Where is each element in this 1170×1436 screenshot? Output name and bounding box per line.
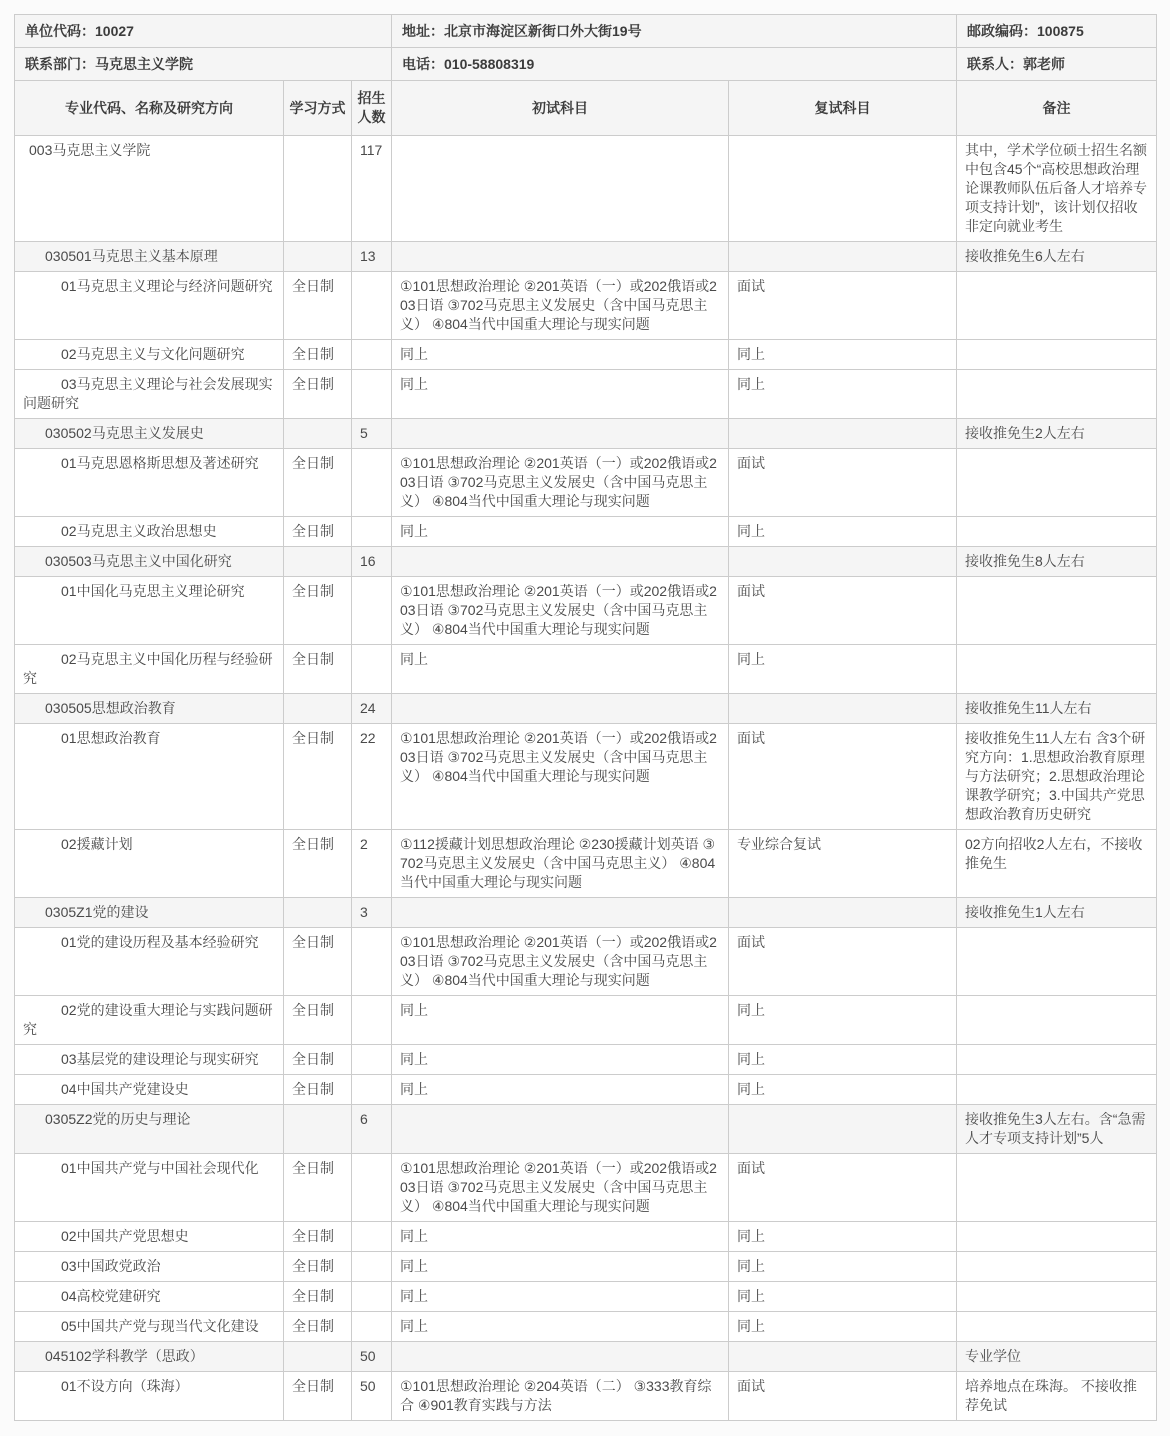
- cell-count: [352, 449, 392, 517]
- cell-retest: [729, 547, 957, 577]
- cell-count: [352, 370, 392, 419]
- direction-row: [15, 1282, 1157, 1312]
- cell-initial: 同上: [392, 1252, 729, 1282]
- major-row: [15, 1342, 1157, 1372]
- cell-retest: 同上: [729, 517, 957, 547]
- cell-count: 16: [352, 547, 392, 577]
- direction-row: [15, 1222, 1157, 1252]
- cell-initial: 同上: [392, 645, 729, 694]
- direction-row: [15, 1045, 1157, 1075]
- cell-retest: 面试: [729, 272, 957, 340]
- major-row: [15, 547, 1157, 577]
- cell-name: 045102学科教学（思政）: [15, 1342, 284, 1372]
- cell-retest: 同上: [729, 340, 957, 370]
- cell-mode: 全日制: [284, 272, 352, 340]
- cell-name: 02马克思主义政治思想史: [15, 517, 284, 547]
- cell-retest: 同上: [729, 1282, 957, 1312]
- cell-remark: [957, 517, 1157, 547]
- cell-name: 04高校党建研究: [15, 1282, 284, 1312]
- cell-name: 030503马克思主义中国化研究: [15, 547, 284, 577]
- cell-retest: 面试: [729, 1372, 957, 1421]
- cell-count: 2: [352, 830, 392, 898]
- cell-initial: ①112援藏计划思想政治理论 ②230援藏计划英语 ③702马克思主义发展史（含中国马克思主义） ④804当代中国重大理论与现实问题: [392, 830, 729, 898]
- cell-count: 6: [352, 1105, 392, 1154]
- cell-mode: 全日制: [284, 1252, 352, 1282]
- major-row: [15, 242, 1157, 272]
- cell-mode: [284, 1105, 352, 1154]
- cell-retest: [729, 242, 957, 272]
- cell-name: 03中国政党政治: [15, 1252, 284, 1282]
- column-header-retest: 复试科目: [729, 81, 957, 136]
- postal-code: 邮政编码：100875: [957, 15, 1157, 48]
- column-header-enrollment: 招生人数: [352, 81, 392, 136]
- cell-name: 01马克思恩格斯思想及著述研究: [15, 449, 284, 517]
- cell-retest: [729, 136, 957, 242]
- cell-name: 04中国共产党建设史: [15, 1075, 284, 1105]
- cell-remark: [957, 1075, 1157, 1105]
- major-row: [15, 419, 1157, 449]
- cell-name: 01中国共产党与中国社会现代化: [15, 1154, 284, 1222]
- cell-name: 01中国化马克思主义理论研究: [15, 577, 284, 645]
- cell-count: [352, 517, 392, 547]
- cell-initial: ①101思想政治理论 ②201英语（一）或202俄语或203日语 ③702马克思主义发展史（含中国马克思主义） ④804当代中国重大理论与现实问题: [392, 928, 729, 996]
- cell-name: 02马克思主义与文化问题研究: [15, 340, 284, 370]
- unit-info-row: [15, 15, 1157, 48]
- cell-count: [352, 1154, 392, 1222]
- cell-mode: 全日制: [284, 1312, 352, 1342]
- cell-remark: [957, 928, 1157, 996]
- direction-row: [15, 928, 1157, 996]
- unit-code: 单位代码：10027: [15, 15, 392, 48]
- cell-count: [352, 996, 392, 1045]
- column-header-remarks: 备注: [957, 81, 1157, 136]
- cell-mode: 全日制: [284, 928, 352, 996]
- cell-retest: [729, 694, 957, 724]
- cell-remark: 接收推免生2人左右: [957, 419, 1157, 449]
- cell-count: [352, 1045, 392, 1075]
- cell-initial: 同上: [392, 1312, 729, 1342]
- cell-name: 01马克思主义理论与经济问题研究: [15, 272, 284, 340]
- cell-initial: 同上: [392, 1282, 729, 1312]
- cell-mode: [284, 898, 352, 928]
- cell-initial: ①101思想政治理论 ②201英语（一）或202俄语或203日语 ③702马克思主义发展史（含中国马克思主义） ④804当代中国重大理论与现实问题: [392, 577, 729, 645]
- cell-retest: 同上: [729, 1045, 957, 1075]
- cell-mode: [284, 419, 352, 449]
- direction-row: [15, 577, 1157, 645]
- cell-retest: 同上: [729, 645, 957, 694]
- cell-remark: 接收推免生11人左右: [957, 694, 1157, 724]
- cell-retest: 同上: [729, 370, 957, 419]
- direction-row: [15, 724, 1157, 830]
- cell-mode: 全日制: [284, 1222, 352, 1252]
- cell-initial: [392, 419, 729, 449]
- cell-name: 01不设方向（珠海）: [15, 1372, 284, 1421]
- cell-count: 117: [352, 136, 392, 242]
- cell-name: 030501马克思主义基本原理: [15, 242, 284, 272]
- cell-count: 5: [352, 419, 392, 449]
- direction-row: [15, 1154, 1157, 1222]
- cell-remark: 其中，学术学位硕士招生名额中包含45个“高校思想政治理论课教师队伍后备人才培养专项支持计划”，该计划仅招收非定向就业考生: [957, 136, 1157, 242]
- cell-retest: 面试: [729, 449, 957, 517]
- cell-retest: [729, 419, 957, 449]
- cell-mode: 全日制: [284, 449, 352, 517]
- column-header-row: [15, 81, 1157, 136]
- major-row: [15, 1105, 1157, 1154]
- direction-row: [15, 1372, 1157, 1421]
- cell-name: 05中国共产党与现当代文化建设: [15, 1312, 284, 1342]
- cell-mode: [284, 1342, 352, 1372]
- cell-initial: ①101思想政治理论 ②201英语（一）或202俄语或203日语 ③702马克思主义发展史（含中国马克思主义） ④804当代中国重大理论与现实问题: [392, 1154, 729, 1222]
- cell-mode: 全日制: [284, 1075, 352, 1105]
- direction-row: [15, 996, 1157, 1045]
- cell-count: [352, 272, 392, 340]
- cell-remark: 接收推免生1人左右: [957, 898, 1157, 928]
- direction-row: [15, 340, 1157, 370]
- cell-mode: 全日制: [284, 1154, 352, 1222]
- cell-remark: [957, 340, 1157, 370]
- cell-name: 01思想政治教育: [15, 724, 284, 830]
- cell-mode: [284, 242, 352, 272]
- cell-remark: [957, 1312, 1157, 1342]
- contact-department: 联系部门：马克思主义学院: [15, 48, 392, 81]
- direction-row: [15, 645, 1157, 694]
- cell-initial: 同上: [392, 517, 729, 547]
- cell-initial: [392, 242, 729, 272]
- cell-count: [352, 340, 392, 370]
- cell-mode: 全日制: [284, 996, 352, 1045]
- cell-mode: 全日制: [284, 577, 352, 645]
- cell-mode: [284, 547, 352, 577]
- column-header-study-mode: 学习方式: [284, 81, 352, 136]
- cell-initial: [392, 898, 729, 928]
- major-row: [15, 694, 1157, 724]
- cell-initial: [392, 1342, 729, 1372]
- cell-count: 13: [352, 242, 392, 272]
- cell-retest: 同上: [729, 1312, 957, 1342]
- cell-remark: [957, 577, 1157, 645]
- cell-initial: 同上: [392, 1222, 729, 1252]
- cell-name: 02援藏计划: [15, 830, 284, 898]
- cell-name: 03基层党的建设理论与现实研究: [15, 1045, 284, 1075]
- cell-name: 003马克思主义学院: [15, 136, 284, 242]
- cell-remark: 专业学位: [957, 1342, 1157, 1372]
- address: 地址：北京市海淀区新街口外大街19号: [392, 15, 957, 48]
- cell-count: [352, 645, 392, 694]
- cell-initial: [392, 547, 729, 577]
- cell-remark: [957, 645, 1157, 694]
- cell-mode: 全日制: [284, 1045, 352, 1075]
- cell-initial: [392, 1105, 729, 1154]
- cell-initial: 同上: [392, 340, 729, 370]
- cell-mode: 全日制: [284, 517, 352, 547]
- cell-count: [352, 1252, 392, 1282]
- cell-retest: 面试: [729, 928, 957, 996]
- cell-count: 50: [352, 1372, 392, 1421]
- direction-row: [15, 1075, 1157, 1105]
- cell-name: 030502马克思主义发展史: [15, 419, 284, 449]
- direction-row: [15, 1252, 1157, 1282]
- cell-remark: 接收推免生6人左右: [957, 242, 1157, 272]
- cell-retest: [729, 1342, 957, 1372]
- cell-count: [352, 928, 392, 996]
- cell-remark: [957, 272, 1157, 340]
- cell-name: 0305Z2党的历史与理论: [15, 1105, 284, 1154]
- cell-remark: [957, 1252, 1157, 1282]
- cell-mode: 全日制: [284, 724, 352, 830]
- cell-mode: 全日制: [284, 370, 352, 419]
- cell-initial: ①101思想政治理论 ②201英语（一）或202俄语或203日语 ③702马克思主义发展史（含中国马克思主义） ④804当代中国重大理论与现实问题: [392, 449, 729, 517]
- cell-count: [352, 1075, 392, 1105]
- admissions-table: [14, 14, 1157, 1421]
- cell-name: 02马克思主义中国化历程与经验研究: [15, 645, 284, 694]
- cell-count: [352, 1282, 392, 1312]
- cell-mode: 全日制: [284, 1372, 352, 1421]
- cell-remark: 接收推免生3人左右。含“急需人才专项支持计划”5人: [957, 1105, 1157, 1154]
- contact-person: 联系人：郭老师: [957, 48, 1157, 81]
- cell-retest: [729, 898, 957, 928]
- column-header-initial-exam: 初试科目: [392, 81, 729, 136]
- column-header-major: 专业代码、名称及研究方向: [15, 81, 284, 136]
- cell-mode: 全日制: [284, 645, 352, 694]
- cell-count: 3: [352, 898, 392, 928]
- cell-initial: 同上: [392, 996, 729, 1045]
- cell-retest: 同上: [729, 1075, 957, 1105]
- cell-name: 02党的建设重大理论与实践问题研究: [15, 996, 284, 1045]
- direction-row: [15, 1312, 1157, 1342]
- cell-mode: [284, 694, 352, 724]
- cell-retest: 面试: [729, 724, 957, 830]
- cell-retest: 面试: [729, 577, 957, 645]
- cell-retest: [729, 1105, 957, 1154]
- cell-retest: 面试: [729, 1154, 957, 1222]
- cell-retest: 同上: [729, 996, 957, 1045]
- direction-row: [15, 517, 1157, 547]
- cell-name: 0305Z1党的建设: [15, 898, 284, 928]
- major-row: [15, 898, 1157, 928]
- cell-remark: 接收推免生8人左右: [957, 547, 1157, 577]
- cell-count: [352, 577, 392, 645]
- cell-remark: [957, 1154, 1157, 1222]
- cell-remark: [957, 449, 1157, 517]
- cell-remark: 培养地点在珠海。 不接收推荐免试: [957, 1372, 1157, 1421]
- direction-row: [15, 370, 1157, 419]
- cell-remark: 02方向招收2人左右，不接收推免生: [957, 830, 1157, 898]
- cell-count: [352, 1312, 392, 1342]
- cell-initial: 同上: [392, 1045, 729, 1075]
- phone: 电话：010-58808319: [392, 48, 957, 81]
- cell-name: 03马克思主义理论与社会发展现实问题研究: [15, 370, 284, 419]
- cell-name: 01党的建设历程及基本经验研究: [15, 928, 284, 996]
- cell-initial: [392, 694, 729, 724]
- cell-remark: [957, 996, 1157, 1045]
- cell-remark: [957, 1282, 1157, 1312]
- cell-count: [352, 1222, 392, 1252]
- direction-row: [15, 830, 1157, 898]
- cell-name: 02中国共产党思想史: [15, 1222, 284, 1252]
- cell-initial: ①101思想政治理论 ②201英语（一）或202俄语或203日语 ③702马克思主义发展史（含中国马克思主义） ④804当代中国重大理论与现实问题: [392, 272, 729, 340]
- cell-retest: 同上: [729, 1252, 957, 1282]
- cell-initial: ①101思想政治理论 ②204英语（二） ③333教育综合 ④901教育实践与方法: [392, 1372, 729, 1421]
- cell-initial: [392, 136, 729, 242]
- cell-mode: 全日制: [284, 830, 352, 898]
- cell-initial: ①101思想政治理论 ②201英语（一）或202俄语或203日语 ③702马克思主义发展史（含中国马克思主义） ④804当代中国重大理论与现实问题: [392, 724, 729, 830]
- cell-retest: 同上: [729, 1222, 957, 1252]
- direction-row: [15, 449, 1157, 517]
- cell-mode: 全日制: [284, 1282, 352, 1312]
- contact-info-row: [15, 48, 1157, 81]
- cell-count: 22: [352, 724, 392, 830]
- cell-initial: 同上: [392, 370, 729, 419]
- cell-name: 030505思想政治教育: [15, 694, 284, 724]
- cell-mode: [284, 136, 352, 242]
- cell-mode: 全日制: [284, 340, 352, 370]
- cell-remark: 接收推免生11人左右 含3个研究方向：1.思想政治教育原理与方法研究；2.思想政治理论课教学研究；3.中国共产党思想政治教育历史研究: [957, 724, 1157, 830]
- cell-remark: [957, 1222, 1157, 1252]
- cell-remark: [957, 370, 1157, 419]
- cell-remark: [957, 1045, 1157, 1075]
- cell-count: 24: [352, 694, 392, 724]
- cell-retest: 专业综合复试: [729, 830, 957, 898]
- cell-initial: 同上: [392, 1075, 729, 1105]
- direction-row: [15, 272, 1157, 340]
- cell-count: 50: [352, 1342, 392, 1372]
- college-row: [15, 136, 1157, 242]
